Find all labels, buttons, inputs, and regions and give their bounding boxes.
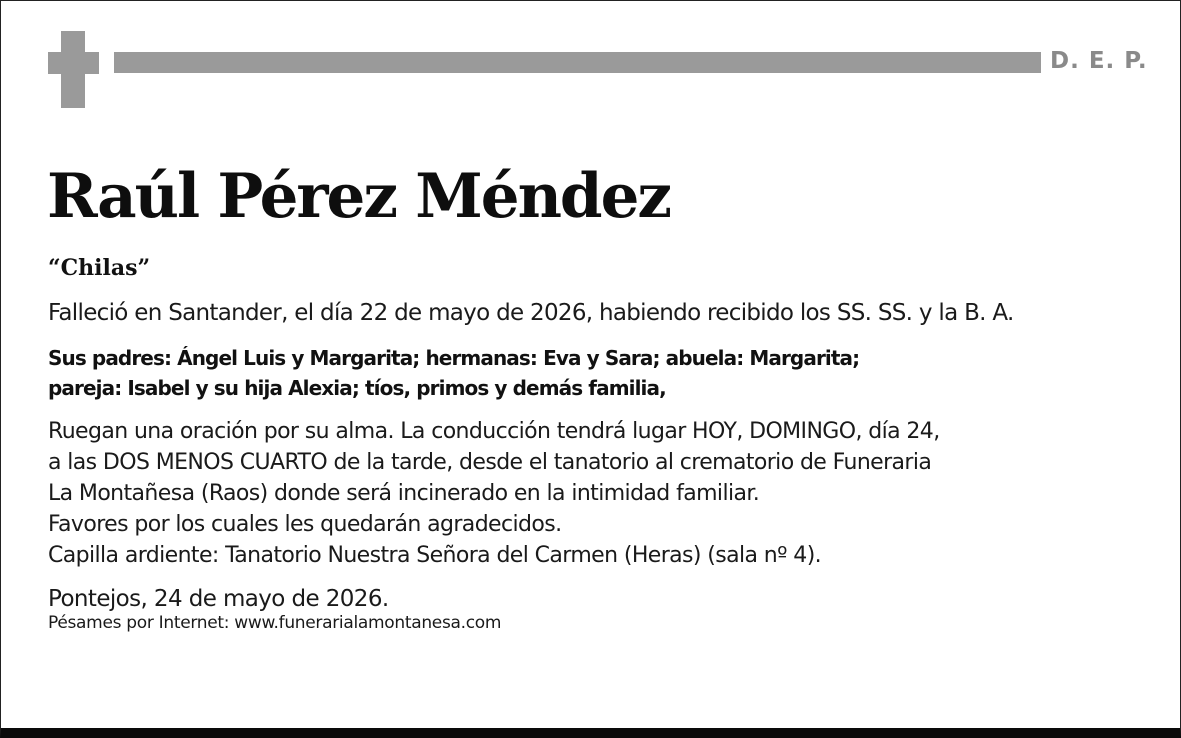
details-line: Favores por los cuales les quedarán agradecidos. — [48, 512, 562, 537]
dep-label: D. E. P. — [1050, 48, 1148, 74]
details-line: La Montañesa (Raos) donde será incinerado en la intimidad familiar. — [48, 481, 760, 506]
family-line: pareja: Isabel y su hija Alexia; tíos, primos y demás familia, — [48, 376, 666, 400]
death-notice: Falleció en Santander, el día 22 de mayo de 2026, habiendo recibido los SS. SS. y la B. A. — [48, 300, 1014, 326]
details-line: Ruegan una oración por su alma. La conducción tendrá lugar HOY, DOMINGO, día 24, — [48, 419, 940, 444]
details-line: a las DOS MENOS CUARTO de la tarde, desde el tanatorio al crematorio de Funeraria — [48, 450, 932, 475]
funeral-details — [48, 416, 940, 571]
family-list — [48, 343, 859, 403]
family-line: Sus padres: Ángel Luis y Margarita; hermanas: Eva y Sara; abuela: Margarita; — [48, 346, 860, 370]
internet-condolences: Pésames por Internet: www.funerarialamontanesa.com — [48, 613, 502, 633]
cross-icon — [48, 31, 99, 108]
header-rule — [114, 52, 1041, 73]
nickname: “Chilas” — [48, 255, 151, 281]
details-line: Capilla ardiente: Tanatorio Nuestra Señora del Carmen (Heras) (sala nº 4). — [48, 543, 822, 568]
deceased-name: Raúl Pérez Méndez — [47, 161, 671, 232]
place-date: Pontejos, 24 de mayo de 2026. — [48, 586, 389, 612]
cross-horizontal-bar — [48, 52, 99, 74]
